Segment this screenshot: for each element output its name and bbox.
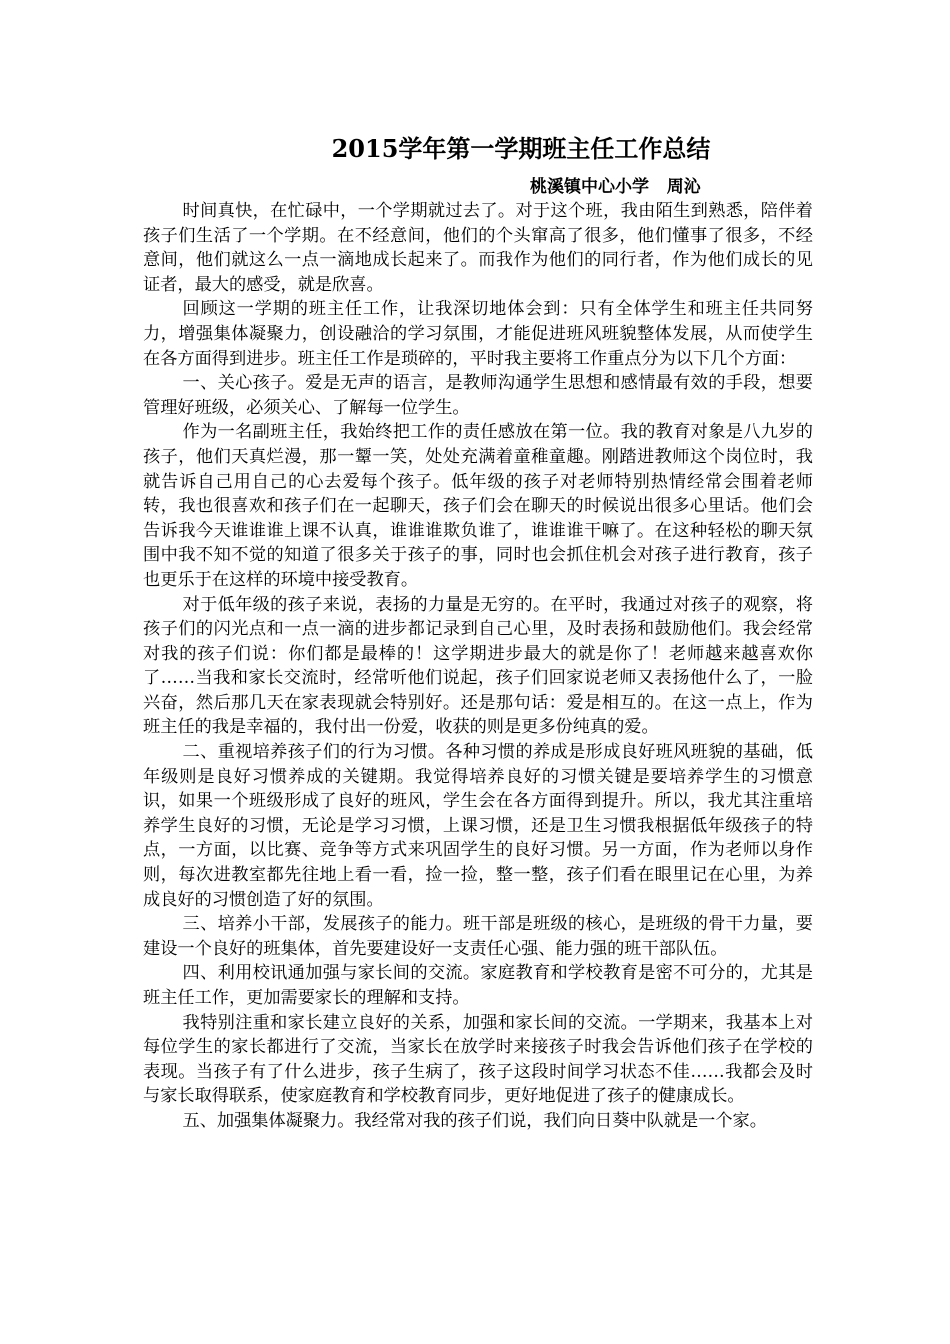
document-title: 2015学年第一学期班主任工作总结 xyxy=(331,134,711,163)
paragraph-section-4: 四、利用校讯通加强与家长间的交流。家庭教育和学校教育是密不可分的，尤其是班主任工作，更加需要家长的理解和支持。 xyxy=(143,963,813,1008)
paragraph-intro: 时间真快，在忙碌中，一个学期就过去了。对于这个班，我由陌生到熟悉，陪伴着孩子们生活了一个学期。在不经意间，他们的个头窜高了很多，他们懂事了很多，不经意间，他们就这么一点一滴地成长起来了。而我作为他们的同行者，作为他们成长的见证者，最大的感受，就是欣喜。 xyxy=(143,201,813,295)
paragraph-section-1-detail-a: 作为一名副班主任，我始终把工作的责任感放在第一位。我的教育对象是八九岁的孩子，他们天真烂漫，那一颦一笑，处处充满着童稚童趣。刚踏进教师这个岗位时，我就告诉自己用自己的心去爱每个孩子。低年级的孩子对老师特别热情经常会围着老师转，我也很喜欢和孩子们在一起聊天，孩子们会在聊天的时候说出很多心里话。他们会告诉我今天谁谁谁上课不认真，谁谁谁欺负谁了，谁谁谁干嘛了。在这种轻松的聊天氛围中我不知不觉的知道了很多关于孩子的事，同时也会抓住机会对孩子进行教育，孩子也更乐于在这样的环境中接受教育。 xyxy=(143,422,813,590)
paragraph-section-1-detail-b: 对于低年级的孩子来说，表扬的力量是无穷的。在平时，我通过对孩子的观察，将孩子们的闪光点和一点一滴的进步都记录到自己心里，及时表扬和鼓励他们。我会经常对我的孩子们说：你们都是最棒的！这学期进步最大的就是你了！老师越来越喜欢你了……当我和家长交流时，经常听他们说起，孩子们回家说老师又表扬他什么了，一脸兴奋，然后那几天在家表现就会特别好。还是那句话：爱是相互的。在这一点上，作为班主任的我是幸福的，我付出一份爱，收获的则是更多份纯真的爱。 xyxy=(143,594,813,738)
paragraph-section-1: 一、关心孩子。爱是无声的语言，是教师沟通学生思想和感情最有效的手段，想要管理好班级，必须关心、了解每一位学生。 xyxy=(143,373,813,418)
document-body xyxy=(143,199,813,1134)
paragraph-section-5: 五、加强集体凝聚力。我经常对我的孩子们说，我们向日葵中队就是一个家。 xyxy=(182,1110,767,1131)
paragraph-section-2: 二、重视培养孩子们的行为习惯。各种习惯的养成是形成良好班风班貌的基础，低年级则是良好习惯养成的关键期。我觉得培养良好的习惯关键是要培养学生的习惯意识，如果一个班级形成了良好的班风，学生会在各方面得到提升。所以，我尤其注重培养学生良好的习惯，无论是学习习惯，上课习惯，还是卫生习惯我根据低年级孩子的特点，一方面，以比赛、竞争等方式来巩固学生的良好习惯。另一方面，作为老师以身作则，每次进教室都先往地上看一看，捡一捡，整一整，孩子们看在眼里记在心里，为养成良好的习惯创造了好的氛围。 xyxy=(143,742,813,910)
paragraph-section-3: 三、培养小干部，发展孩子的能力。班干部是班级的核心，是班级的骨干力量，要建设一个良好的班集体，首先要建设好一支责任心强、能力强的班干部队伍。 xyxy=(143,914,813,959)
document-author: 桃溪镇中心小学 周沁 xyxy=(530,177,701,197)
paragraph-section-4-detail: 我特别注重和家长建立良好的关系，加强和家长间的交流。一学期来，我基本上对每位学生的家长都进行了交流，当家长在放学时来接孩子时我会告诉他们孩子在学校的表现。当孩子有了什么进步，孩子生病了，孩子这段时间学习状态不佳……我都会及时与家长取得联系，使家庭教育和学校教育同步，更好地促进了孩子的健康成长。 xyxy=(143,1012,813,1107)
paragraph-review: 回顾这一学期的班主任工作，让我深切地体会到：只有全体学生和班主任共同努力，增强集体凝聚力，创设融洽的学习氛围，才能促进班风班貌整体发展，从而使学生在各方面得到进步。班主任工作是琐碎的，平时我主要将工作重点分为以下几个方面： xyxy=(143,299,813,369)
